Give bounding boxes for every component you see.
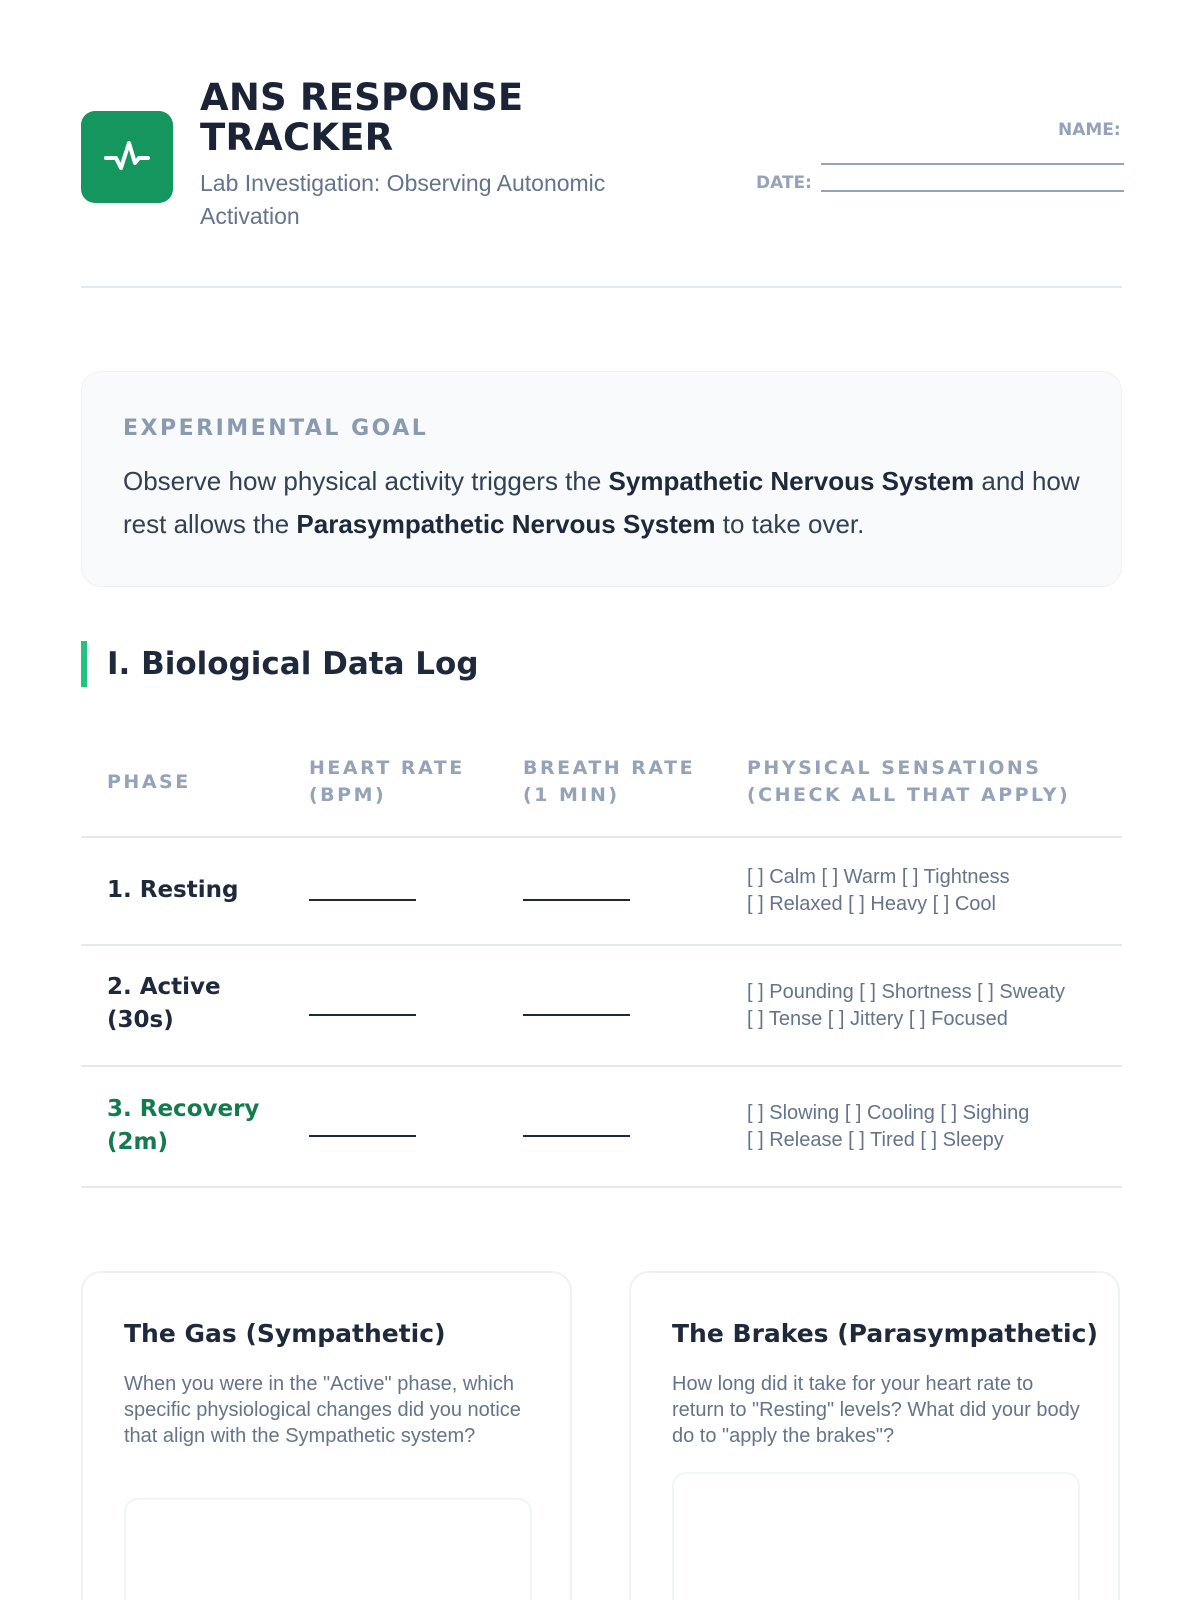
column-header-text: (1 MIN) bbox=[523, 784, 620, 806]
breath-rate-blank[interactable] bbox=[523, 1135, 630, 1137]
table-row-phase-active bbox=[107, 971, 221, 1037]
answer-box[interactable] bbox=[672, 1472, 1080, 1600]
sensation-line[interactable]: [ ] Pounding [ ] Shortness [ ] Sweaty bbox=[747, 981, 1065, 1003]
breath-rate-blank[interactable] bbox=[523, 899, 630, 901]
phase-label: 1. Resting bbox=[107, 877, 239, 903]
parasympathetic-reflection-card bbox=[629, 1271, 1120, 1600]
goal-parasympathetic-term: Parasympathetic Nervous System bbox=[296, 509, 716, 539]
sensation-line[interactable]: [ ] Tense [ ] Jittery [ ] Focused bbox=[747, 1008, 1008, 1030]
heart-rate-blank[interactable] bbox=[309, 1135, 416, 1137]
section-title: I. Biological Data Log bbox=[107, 646, 479, 682]
heart-rate-blank[interactable] bbox=[309, 1014, 416, 1016]
page-title: ANS RESPONSE TRACKER bbox=[200, 76, 524, 159]
phase-label: 2. Active bbox=[107, 974, 221, 1000]
column-header-breath-rate bbox=[523, 755, 695, 809]
goal-text bbox=[123, 460, 1093, 546]
phase-label: 3. Recovery bbox=[107, 1096, 260, 1122]
pulse-icon bbox=[101, 131, 153, 183]
card-title: The Brakes (Parasympathetic) bbox=[672, 1319, 1098, 1348]
table-row-phase-resting bbox=[107, 874, 238, 907]
column-header-text: PHYSICAL SENSATIONS bbox=[747, 757, 1042, 779]
card-title: The Gas (Sympathetic) bbox=[124, 1319, 446, 1348]
goal-sympathetic-term: Sympathetic Nervous System bbox=[608, 466, 975, 496]
column-header-text: (BPM) bbox=[309, 784, 387, 806]
sympathetic-reflection-card bbox=[81, 1271, 572, 1600]
column-header-text: PHASE bbox=[107, 771, 191, 793]
card-question: How long did it take for your heart rate to return to "Resting" levels? What did your body do to "apply the brakes"? bbox=[672, 1373, 1080, 1447]
phase-duration: (30s) bbox=[107, 1007, 174, 1033]
date-label: DATE: bbox=[756, 173, 812, 193]
name-label: NAME: bbox=[1058, 120, 1121, 140]
column-header-text: (CHECK ALL THAT APPLY) bbox=[747, 784, 1071, 806]
column-header-text: BREATH RATE bbox=[523, 757, 696, 779]
card-question: When you were in the "Active" phase, which specific physiological changes did you notice that align with the Sympathetic system? bbox=[124, 1373, 521, 1447]
goal-label: EXPERIMENTAL GOAL bbox=[123, 416, 429, 441]
phase-duration: (2m) bbox=[107, 1129, 168, 1155]
heart-rate-blank[interactable] bbox=[309, 899, 416, 901]
table-divider bbox=[81, 836, 1122, 838]
sensation-line[interactable]: [ ] Calm [ ] Warm [ ] Tightness bbox=[747, 866, 1010, 888]
page-subtitle: Lab Investigation: Observing Autonomic Activation bbox=[200, 170, 606, 229]
sensation-line[interactable]: [ ] Slowing [ ] Cooling [ ] Sighing bbox=[747, 1102, 1030, 1124]
logo-badge bbox=[81, 111, 173, 203]
column-header-text: HEART RATE bbox=[309, 757, 465, 779]
table-divider bbox=[81, 944, 1122, 946]
goal-text-part: Observe how physical activity triggers the bbox=[123, 466, 609, 496]
name-field[interactable] bbox=[821, 163, 1124, 165]
section-accent-bar bbox=[81, 641, 87, 687]
table-row-phase-recovery bbox=[107, 1093, 259, 1159]
sensations-checklist[interactable] bbox=[747, 864, 1117, 918]
sensation-line[interactable]: [ ] Release [ ] Tired [ ] Sleepy bbox=[747, 1129, 1004, 1151]
table-divider bbox=[81, 1186, 1122, 1188]
date-field[interactable] bbox=[821, 190, 1124, 192]
sensation-line[interactable]: [ ] Relaxed [ ] Heavy [ ] Cool bbox=[747, 893, 996, 915]
column-header-phase bbox=[107, 769, 191, 796]
goal-text-part: to take over. bbox=[715, 509, 865, 539]
sensations-checklist[interactable] bbox=[747, 1100, 1117, 1154]
goal-text-part: and how rest allows the bbox=[123, 466, 1080, 539]
sensations-checklist[interactable] bbox=[747, 979, 1117, 1033]
table-divider bbox=[81, 1065, 1122, 1067]
worksheet-header bbox=[81, 78, 1122, 288]
breath-rate-blank[interactable] bbox=[523, 1014, 630, 1016]
column-header-heart-rate bbox=[309, 755, 465, 809]
answer-box[interactable] bbox=[124, 1498, 532, 1600]
experimental-goal-box bbox=[81, 371, 1122, 587]
column-header-sensations bbox=[747, 755, 1070, 809]
